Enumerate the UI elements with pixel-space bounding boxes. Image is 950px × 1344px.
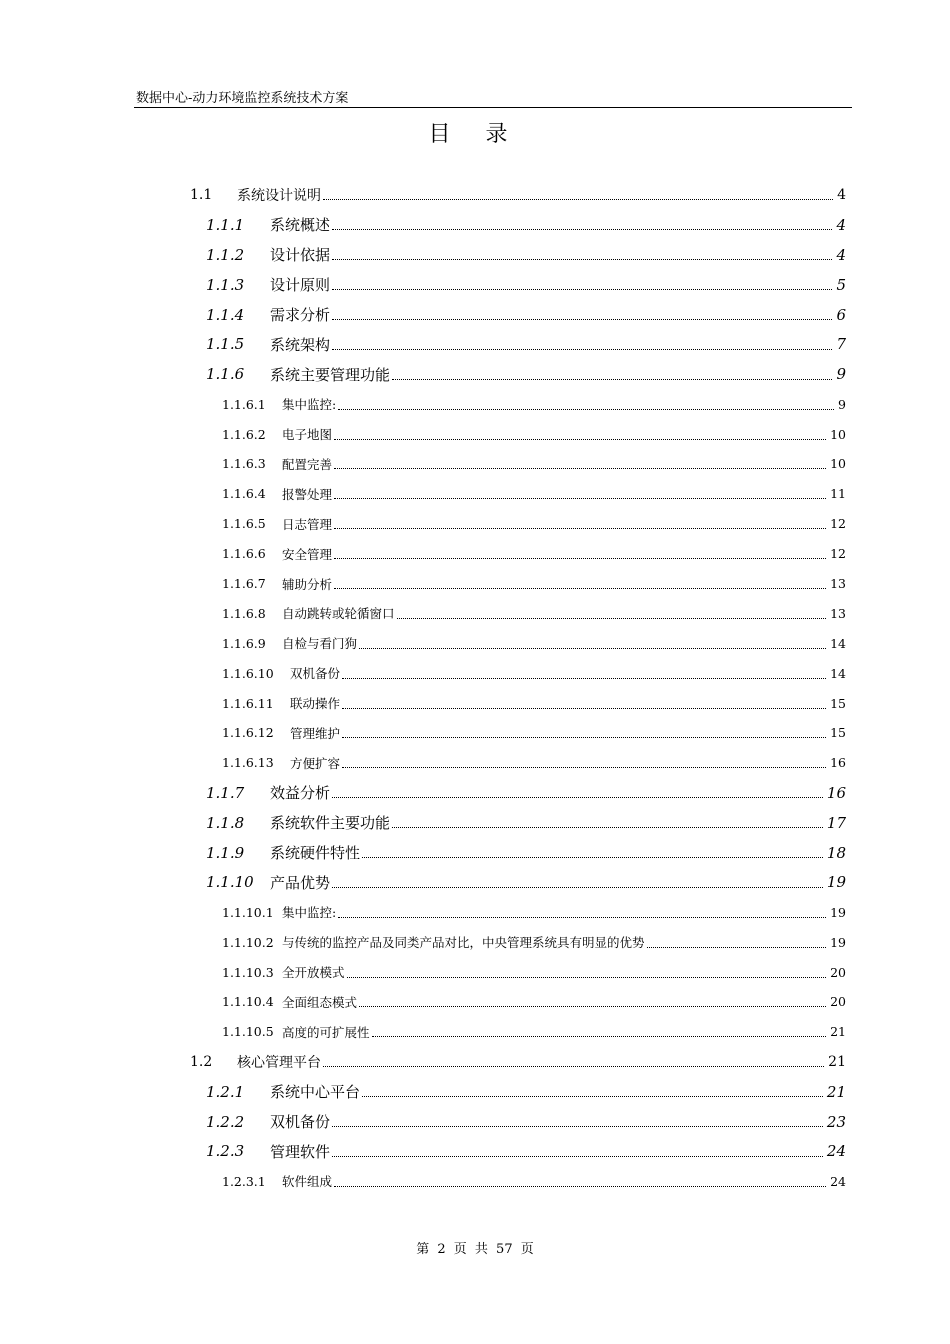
toc-entry-label: 管理维护 bbox=[290, 725, 341, 741]
toc-entry-page: 5 bbox=[836, 275, 846, 294]
toc-entry-page: 19 bbox=[830, 904, 846, 920]
toc-entry-page: 12 bbox=[830, 546, 846, 562]
toc-entry[interactable] bbox=[0, 539, 950, 569]
toc-entry-number: 1.1.6.7 bbox=[222, 576, 266, 592]
toc-entry[interactable] bbox=[0, 359, 950, 389]
toc-entry-number: 1.1.6.1 bbox=[222, 396, 266, 412]
toc-dot-leader bbox=[334, 528, 826, 529]
toc-entry-label: 高度的可扩展性 bbox=[282, 1024, 370, 1040]
toc-entry[interactable] bbox=[0, 509, 950, 539]
toc-entry-label: 双机备份 bbox=[270, 1113, 331, 1132]
toc-entry[interactable] bbox=[0, 1137, 950, 1167]
toc-entry-number: 1.2.3.1 bbox=[222, 1173, 266, 1189]
toc-entry[interactable] bbox=[0, 329, 950, 359]
toc-dot-leader bbox=[334, 1186, 826, 1187]
toc-entry-label: 系统概述 bbox=[270, 216, 331, 235]
header-divider bbox=[134, 107, 852, 108]
toc-entry-number: 1.1.1 bbox=[206, 215, 245, 234]
toc-entry-number: 1.2 bbox=[190, 1053, 213, 1070]
toc-entry-number: 1.1 bbox=[190, 186, 213, 203]
toc-entry-number: 1.1.6.9 bbox=[222, 635, 266, 651]
toc-entry[interactable] bbox=[0, 957, 950, 987]
toc-entry[interactable] bbox=[0, 449, 950, 479]
toc-entry-label: 集中监控: bbox=[282, 397, 337, 413]
toc-entry-number: 1.1.6.11 bbox=[222, 695, 274, 711]
toc-dot-leader bbox=[334, 498, 826, 499]
toc-dot-leader bbox=[362, 857, 823, 858]
toc-entry-number: 1.2.2 bbox=[206, 1112, 245, 1131]
toc-dot-leader bbox=[332, 1156, 823, 1157]
toc-entry-label: 自检与看门狗 bbox=[282, 636, 358, 652]
toc-entry-page: 13 bbox=[830, 576, 846, 592]
toc-entry[interactable] bbox=[0, 867, 950, 897]
toc-entry-page: 15 bbox=[830, 725, 846, 741]
toc-entry-number: 1.1.9 bbox=[206, 843, 245, 862]
toc-entry-number: 1.1.6 bbox=[206, 365, 245, 384]
toc-dot-leader bbox=[647, 947, 827, 948]
toc-entry-page: 19 bbox=[830, 934, 846, 950]
toc-entry-label: 管理软件 bbox=[270, 1142, 331, 1161]
toc-entry[interactable] bbox=[0, 598, 950, 628]
toc-entry[interactable] bbox=[0, 688, 950, 718]
toc-entry[interactable] bbox=[0, 300, 950, 330]
toc-entry-label: 设计依据 bbox=[270, 246, 331, 265]
toc-entry[interactable] bbox=[0, 1017, 950, 1047]
toc-entry-page: 12 bbox=[830, 516, 846, 532]
toc-entry-number: 1.1.6.4 bbox=[222, 486, 266, 502]
toc-entry-number: 1.1.10.1 bbox=[222, 904, 274, 920]
toc-entry[interactable] bbox=[0, 778, 950, 808]
toc-entry-label: 软件组成 bbox=[282, 1174, 333, 1190]
toc-entry-number: 1.1.8 bbox=[206, 813, 245, 832]
toc-dot-leader bbox=[332, 289, 832, 290]
toc-entry-label: 系统设计说明 bbox=[237, 187, 321, 204]
toc-entry[interactable] bbox=[0, 419, 950, 449]
toc-dot-leader bbox=[342, 678, 826, 679]
toc-entry-page: 21 bbox=[826, 1082, 846, 1101]
toc-entry-page: 15 bbox=[830, 695, 846, 711]
toc-entry-page: 11 bbox=[830, 486, 846, 502]
toc-dot-leader bbox=[397, 618, 827, 619]
toc-entry-label: 日志管理 bbox=[282, 516, 333, 532]
toc-entry-page: 6 bbox=[836, 305, 846, 324]
toc-dot-leader bbox=[332, 319, 832, 320]
toc-entry-number: 1.1.6.3 bbox=[222, 456, 266, 472]
toc-entry-page: 14 bbox=[830, 665, 846, 681]
toc-entry-page: 18 bbox=[826, 843, 846, 862]
toc-entry-page: 14 bbox=[830, 635, 846, 651]
toc-entry-page: 4 bbox=[837, 186, 846, 203]
toc-dot-leader bbox=[332, 1126, 823, 1127]
toc-entry-label: 方便扩容 bbox=[290, 755, 341, 771]
toc-entry[interactable] bbox=[0, 210, 950, 240]
toc-entry-number: 1.1.7 bbox=[206, 783, 245, 802]
toc-entry-number: 1.1.6.8 bbox=[222, 605, 266, 621]
toc-entry-label: 全开放模式 bbox=[282, 965, 345, 981]
toc-entry-number: 1.1.5 bbox=[206, 335, 245, 354]
toc-entry-label: 需求分析 bbox=[270, 306, 331, 324]
toc-entry[interactable] bbox=[0, 1166, 950, 1196]
toc-entry-label: 安全管理 bbox=[282, 546, 333, 562]
toc-entry[interactable] bbox=[0, 987, 950, 1017]
toc-dot-leader bbox=[372, 1036, 827, 1037]
toc-entry-number: 1.1.10.3 bbox=[222, 964, 274, 980]
toc-dot-leader bbox=[332, 349, 832, 350]
toc-entry-page: 24 bbox=[826, 1142, 846, 1161]
toc-entry[interactable] bbox=[0, 180, 950, 210]
toc-entry-page: 17 bbox=[826, 813, 846, 832]
toc-entry-number: 1.1.2 bbox=[206, 245, 245, 264]
table-of-contents bbox=[0, 180, 950, 1196]
toc-entry-label: 系统软件主要功能 bbox=[270, 814, 391, 833]
toc-entry[interactable] bbox=[0, 270, 950, 300]
toc-entry[interactable] bbox=[0, 897, 950, 927]
toc-entry-label: 集中监控: bbox=[282, 905, 337, 921]
toc-title: 目 录 bbox=[428, 122, 522, 147]
toc-entry-number: 1.1.6.13 bbox=[222, 755, 274, 771]
toc-entry-page: 9 bbox=[838, 396, 846, 412]
toc-dot-leader bbox=[342, 708, 826, 709]
toc-entry-page: 19 bbox=[826, 873, 846, 892]
toc-dot-leader bbox=[338, 917, 826, 918]
toc-dot-leader bbox=[347, 977, 827, 978]
toc-entry-label: 电子地图 bbox=[282, 427, 333, 443]
toc-entry-number: 1.1.6.10 bbox=[222, 665, 274, 681]
toc-dot-leader bbox=[323, 199, 833, 200]
toc-entry[interactable] bbox=[0, 718, 950, 748]
toc-entry[interactable] bbox=[0, 240, 950, 270]
toc-entry-page: 20 bbox=[830, 994, 846, 1010]
toc-entry[interactable] bbox=[0, 927, 950, 957]
toc-dot-leader bbox=[332, 887, 823, 888]
toc-dot-leader bbox=[362, 1096, 823, 1097]
toc-entry[interactable] bbox=[0, 479, 950, 509]
toc-dot-leader bbox=[338, 409, 834, 410]
toc-dot-leader bbox=[392, 827, 823, 828]
toc-entry[interactable] bbox=[0, 1047, 950, 1077]
toc-entry-page: 10 bbox=[830, 426, 846, 442]
toc-dot-leader bbox=[334, 468, 826, 469]
toc-entry-number: 1.1.6.12 bbox=[222, 725, 274, 741]
toc-dot-leader bbox=[334, 588, 826, 589]
toc-entry-label: 辅助分析 bbox=[282, 576, 333, 592]
toc-entry-label: 效益分析 bbox=[270, 784, 331, 803]
toc-entry-label: 产品优势 bbox=[270, 873, 331, 892]
toc-entry-label: 核心管理平台 bbox=[237, 1054, 321, 1071]
toc-dot-leader bbox=[359, 1006, 826, 1007]
toc-entry[interactable] bbox=[0, 628, 950, 658]
toc-dot-leader bbox=[334, 558, 826, 559]
toc-entry-number: 1.1.4 bbox=[206, 305, 245, 324]
toc-entry-page: 23 bbox=[826, 1112, 846, 1131]
toc-entry[interactable] bbox=[0, 569, 950, 599]
toc-dot-leader bbox=[392, 379, 832, 380]
toc-entry-number: 1.2.1 bbox=[206, 1082, 245, 1101]
toc-entry-number: 1.1.6.6 bbox=[222, 546, 266, 562]
toc-entry-label: 系统架构 bbox=[270, 335, 331, 354]
toc-dot-leader bbox=[342, 767, 826, 768]
toc-entry-number: 1.1.10 bbox=[206, 873, 254, 892]
toc-entry-page: 16 bbox=[830, 755, 846, 771]
toc-dot-leader bbox=[332, 229, 832, 230]
toc-entry-page: 13 bbox=[830, 605, 846, 621]
toc-entry[interactable] bbox=[0, 389, 950, 419]
toc-entry-number: 1.1.6.5 bbox=[222, 516, 266, 532]
toc-entry-number: 1.2.3 bbox=[206, 1142, 245, 1161]
toc-entry-page: 9 bbox=[836, 365, 846, 384]
toc-entry-number: 1.1.10.4 bbox=[222, 994, 274, 1010]
document-header-title: 数据中心-动力环境监控系统技术方案 bbox=[136, 91, 349, 106]
toc-entry[interactable] bbox=[0, 748, 950, 778]
toc-entry-page: 21 bbox=[828, 1053, 846, 1070]
toc-entry-page: 16 bbox=[826, 783, 846, 802]
toc-dot-leader bbox=[342, 737, 826, 738]
toc-dot-leader bbox=[332, 797, 823, 798]
toc-dot-leader bbox=[323, 1066, 824, 1067]
toc-entry-label: 报警处理 bbox=[282, 486, 333, 502]
toc-entry-page: 20 bbox=[830, 964, 846, 980]
toc-entry-label: 系统主要管理功能 bbox=[270, 365, 391, 384]
toc-entry-label: 系统中心平台 bbox=[270, 1083, 361, 1102]
toc-entry-label: 联动操作 bbox=[290, 696, 341, 712]
toc-entry-page: 10 bbox=[830, 456, 846, 472]
toc-entry[interactable] bbox=[0, 1077, 950, 1107]
toc-entry-number: 1.1.10.2 bbox=[222, 934, 274, 950]
toc-entry[interactable] bbox=[0, 838, 950, 868]
toc-entry[interactable] bbox=[0, 1107, 950, 1137]
toc-entry-label: 配置完善 bbox=[282, 456, 333, 472]
toc-entry-page: 7 bbox=[836, 335, 846, 354]
page-footer: 第 2 页 共 57 页 bbox=[416, 1242, 534, 1257]
toc-entry-number: 1.1.6.2 bbox=[222, 426, 266, 442]
toc-entry[interactable] bbox=[0, 658, 950, 688]
toc-entry[interactable] bbox=[0, 808, 950, 838]
toc-entry-page: 4 bbox=[836, 215, 846, 234]
toc-dot-leader bbox=[334, 439, 826, 440]
toc-entry-number: 1.1.3 bbox=[206, 275, 245, 294]
toc-entry-page: 4 bbox=[836, 245, 846, 264]
toc-entry-label: 与传统的监控产品及同类产品对比，中央管理系统具有明显的优势 bbox=[282, 935, 645, 951]
toc-entry-label: 设计原则 bbox=[270, 276, 331, 295]
toc-entry-number: 1.1.10.5 bbox=[222, 1024, 274, 1040]
toc-entry-page: 21 bbox=[830, 1024, 846, 1040]
toc-dot-leader bbox=[359, 648, 826, 649]
toc-entry-label: 系统硬件特性 bbox=[270, 844, 361, 863]
toc-entry-label: 全面组态模式 bbox=[282, 994, 358, 1010]
toc-entry-label: 双机备份 bbox=[290, 666, 341, 682]
toc-dot-leader bbox=[332, 259, 832, 260]
toc-entry-label: 自动跳转或轮循窗口 bbox=[282, 606, 395, 622]
toc-entry-page: 24 bbox=[830, 1173, 846, 1189]
